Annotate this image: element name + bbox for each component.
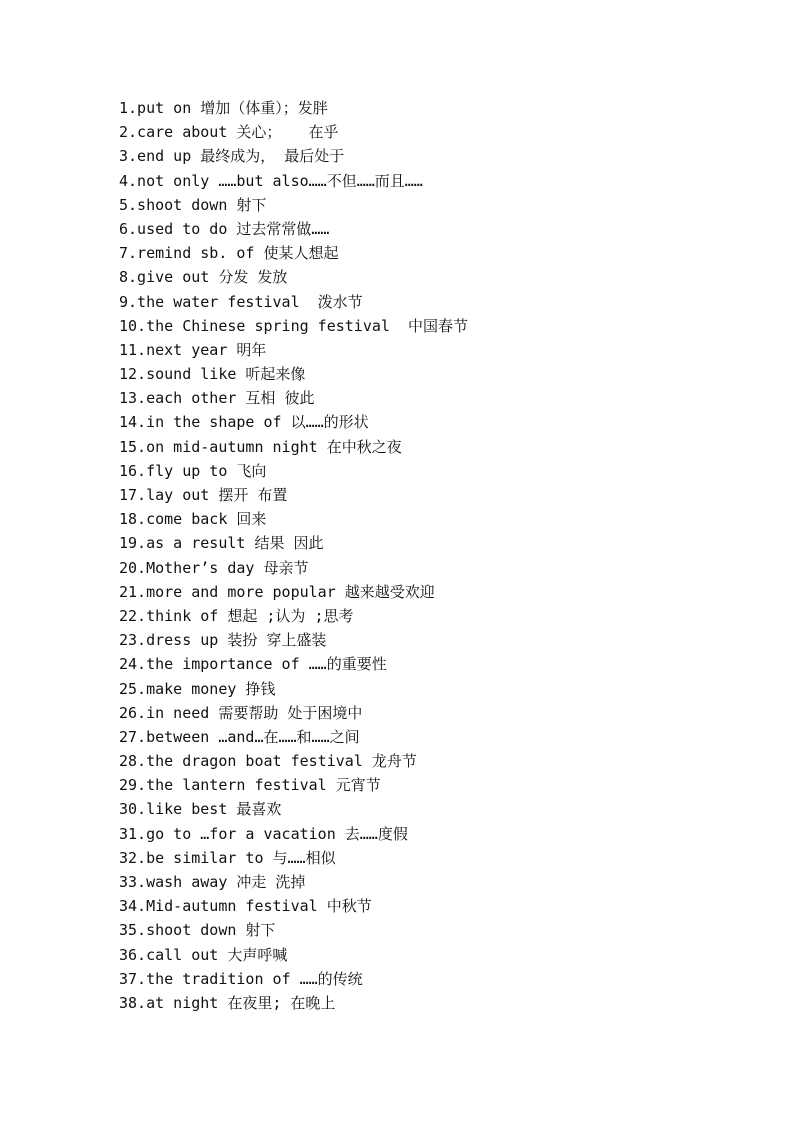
phrase-item-30: 30.like best 最喜欢	[119, 800, 282, 819]
phrase-item-10: 10.the Chinese spring festival 中国春节	[119, 316, 468, 335]
phrase-item-16: 16.fly up to 飞向	[119, 461, 267, 480]
phrase-item-29: 29.the lantern festival 元宵节	[119, 776, 381, 795]
phrase-item-31: 31.go to …for a vacation 去……度假	[119, 824, 408, 843]
phrase-item-13: 13.each other 互相 彼此	[119, 389, 315, 408]
phrase-item-4: 4.not only ……but also……不但……而且……	[119, 171, 423, 190]
phrase-item-34: 34.Mid-autumn festival 中秋节	[119, 897, 372, 916]
phrase-item-25: 25.make money 挣钱	[119, 679, 276, 698]
phrase-item-3: 3.end up 最终成为， 最后处于	[119, 147, 345, 166]
phrase-item-15: 15.on mid-autumn night 在中秋之夜	[119, 437, 402, 456]
phrase-item-11: 11.next year 明年	[119, 340, 267, 359]
phrase-item-19: 19.as a result 结果 因此	[119, 534, 324, 553]
phrase-item-33: 33.wash away 冲走 洗掉	[119, 873, 306, 891]
phrase-item-36: 36.call out 大声呼喊	[119, 945, 288, 964]
phrase-item-23: 23.dress up 装扮 穿上盛装	[119, 631, 327, 650]
phrase-item-5: 5.shoot down 射下	[119, 195, 267, 214]
phrase-item-21: 21.more and more popular 越来越受欢迎	[119, 582, 435, 601]
phrase-item-6: 6.used to do 过去常常做……	[119, 219, 330, 238]
phrase-item-18: 18.come back 回来	[119, 510, 267, 529]
phrase-item-7: 7.remind sb. of 使某人想起	[119, 244, 339, 263]
phrase-item-9: 9.the water festival 泼水节	[119, 292, 363, 311]
phrase-item-17: 17.lay out 摆开 布置	[119, 486, 288, 504]
phrase-item-26: 26.in need 需要帮助 处于困境中	[119, 703, 363, 722]
phrase-item-22: 22.think of 想起 ;认为 ;思考	[119, 606, 354, 625]
phrase-item-20: 20.Mother’s day 母亲节	[119, 558, 309, 577]
phrase-item-35: 35.shoot down 射下	[119, 921, 276, 940]
phrase-item-27: 27.between …and…在……和……之间	[119, 727, 360, 746]
phrase-item-37: 37.the tradition of ……的传统	[119, 969, 363, 988]
phrase-list	[119, 96, 468, 1015]
phrase-item-2: 2.care about 关心； 在乎	[119, 123, 339, 142]
phrase-item-8: 8.give out 分发 发放	[119, 268, 288, 287]
phrase-item-1: 1.put on 增加（体重）；发胖	[119, 99, 328, 117]
phrase-item-24: 24.the importance of ……的重要性	[119, 655, 387, 674]
phrase-item-12: 12.sound like 听起来像	[119, 365, 306, 384]
phrase-item-38: 38.at night 在夜里; 在晚上	[119, 993, 336, 1012]
phrase-item-14: 14.in the shape of 以……的形状	[119, 413, 369, 432]
phrase-item-32: 32.be similar to 与……相似	[119, 848, 336, 867]
phrase-item-28: 28.the dragon boat festival 龙舟节	[119, 752, 417, 771]
